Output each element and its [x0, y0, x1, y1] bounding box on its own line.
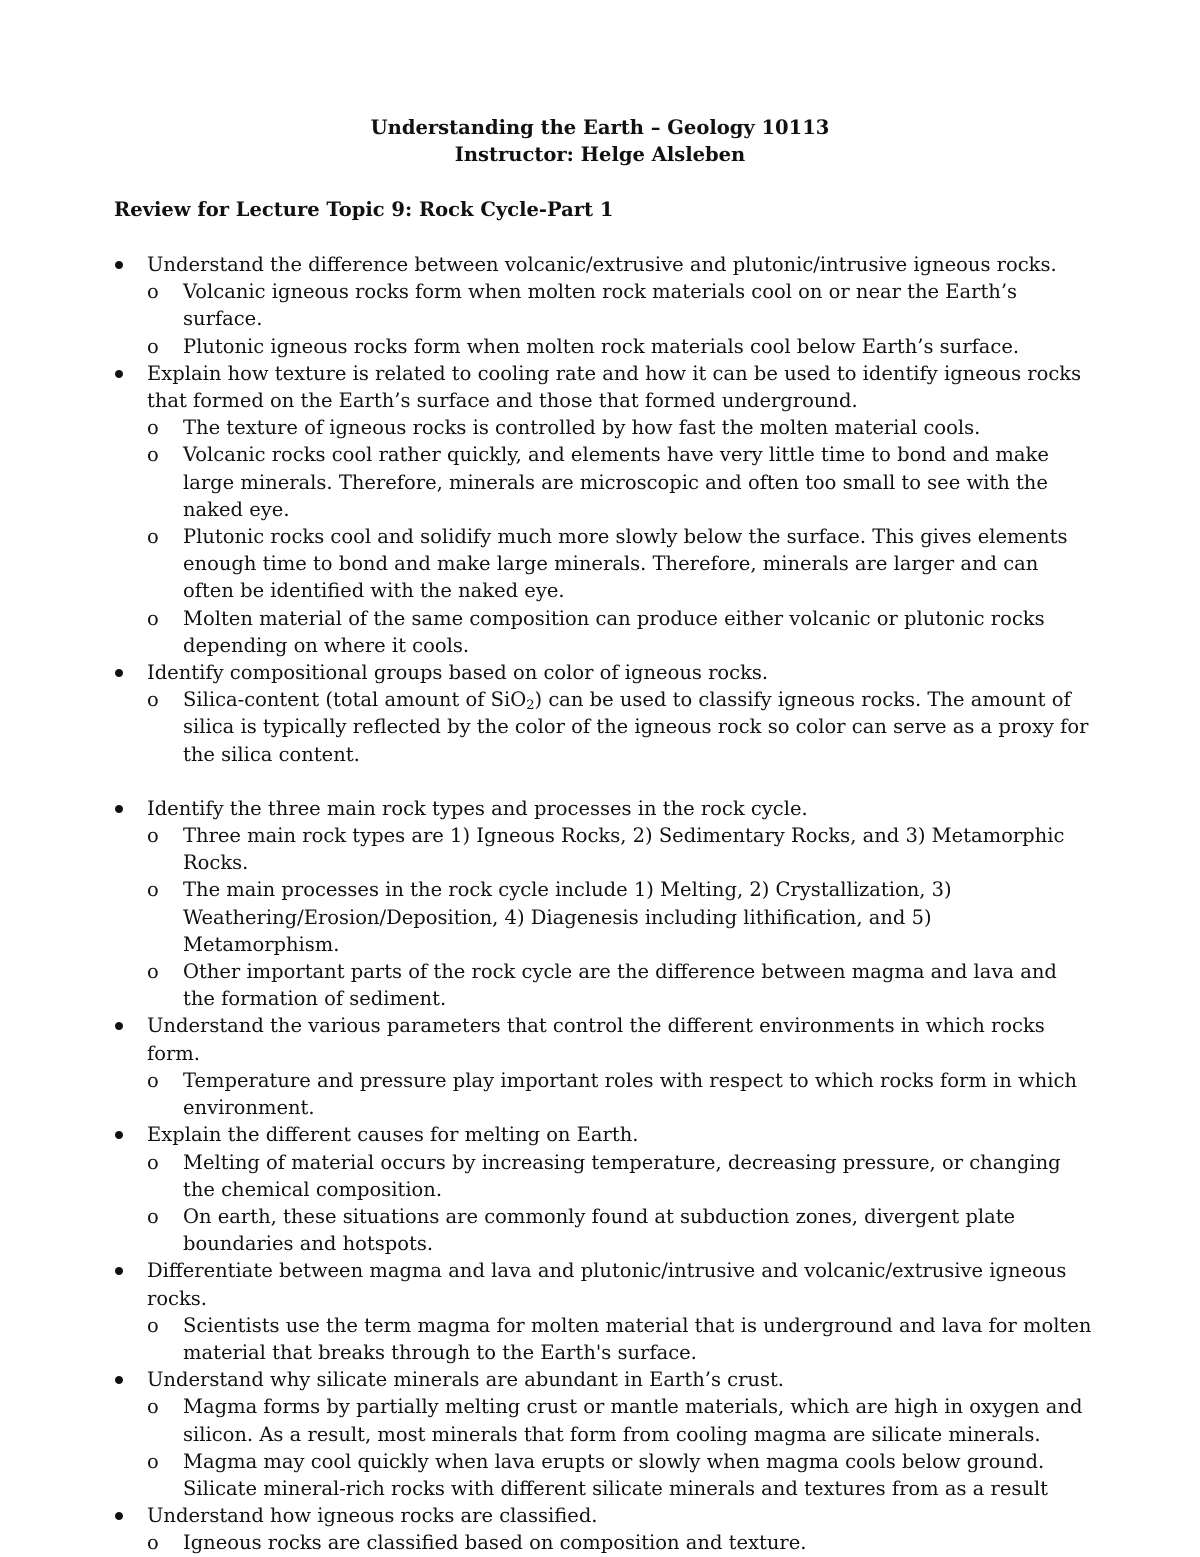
sub-bullet-list — [147, 822, 1094, 1012]
list-item — [114, 1121, 1094, 1257]
bullet-icon — [115, 1022, 123, 1030]
sub-list-item — [147, 822, 1094, 876]
bullet-icon — [115, 1512, 123, 1520]
sub-bullet-list — [147, 686, 1094, 768]
sub-list-item — [147, 1149, 1094, 1203]
list-item — [114, 1257, 1094, 1366]
sub-list-item-text: Plutonic igneous rocks form when molten rock materials cool below Earth’s surface. — [183, 334, 1020, 358]
sub-bullet-list — [147, 1067, 1094, 1121]
bullet-icon — [115, 669, 123, 677]
sub-list-item — [147, 686, 1094, 768]
sub-list-item — [147, 1529, 1094, 1556]
list-item-text: Explain how texture is related to cooling rate and how it can be used to identify igneous rocks that formed on the Earth’s surface and those that formed underground. — [147, 361, 1082, 413]
circle-bullet-icon: o — [147, 960, 159, 984]
sub-list-item — [147, 414, 1094, 441]
sub-list-item — [147, 523, 1094, 605]
main-bullet-list — [114, 251, 1094, 1557]
sub-list-item — [147, 876, 1094, 958]
circle-bullet-icon: o — [147, 443, 159, 467]
sub-list-item-text: Melting of material occurs by increasing temperature, decreasing pressure, or changing the chemical composition. — [183, 1150, 1061, 1201]
bullet-icon — [115, 370, 123, 378]
sub-list-item-text: Three main rock types are 1) Igneous Rocks, 2) Sedimentary Rocks, and 3) Metamorphic Rocks. — [183, 824, 1065, 875]
list-item-text: Explain the different causes for melting on Earth. — [147, 1123, 639, 1147]
sub-list-item-text: Molten material of the same composition can produce either volcanic or plutonic rocks depending on where it cools. — [183, 606, 1045, 657]
sub-list-item-text: On earth, these situations are commonly found at subduction zones, divergent plate boundaries and hotspots. — [183, 1204, 1016, 1256]
sub-list-item-text: The main processes in the rock cycle include 1) Melting, 2) Crystallization, 3) Weathering/Erosion/Deposition, 4) Diagenesis including lithification, and 5) Metamorphism. — [183, 878, 952, 956]
circle-bullet-icon: o — [147, 416, 159, 440]
bullet-icon — [115, 261, 123, 269]
list-item-text: Identify compositional groups based on color of igneous rocks. — [147, 661, 769, 685]
sub-bullet-list — [147, 278, 1094, 360]
bullet-icon — [115, 805, 123, 813]
list-item-text: Understand how igneous rocks are classified. — [147, 1504, 598, 1528]
list-item — [114, 251, 1094, 360]
sub-list-item — [147, 605, 1094, 659]
circle-bullet-icon: o — [147, 280, 159, 304]
sub-list-item — [147, 1448, 1094, 1502]
list-item-text: Differentiate between magma and lava and plutonic/intrusive and volcanic/extrusive igneous rocks. — [147, 1259, 1067, 1310]
list-item — [114, 659, 1094, 795]
document-header — [0, 114, 1200, 168]
sub-bullet-list — [147, 1529, 1094, 1556]
sub-list-item — [147, 1393, 1094, 1447]
list-item-text: Identify the three main rock types and processes in the rock cycle. — [147, 796, 808, 820]
sub-list-item-text: Plutonic rocks cool and solidify much more slowly below the surface. This gives elements enough time to bond and make large minerals. Therefore, minerals are larger and can often be identified with the naked eye. — [183, 525, 1068, 603]
circle-bullet-icon: o — [147, 878, 159, 902]
circle-bullet-icon: o — [147, 1150, 159, 1174]
sub-list-item-text: Magma forms by partially melting crust or mantle materials, which are high in oxygen and silicon. As a result, most minerals that form from cooling magma are silicate minerals. — [183, 1395, 1083, 1446]
instructor-line: Instructor: Helge Alsleben — [454, 143, 746, 166]
sub-list-item — [147, 958, 1094, 1012]
review-content — [114, 251, 1094, 1557]
circle-bullet-icon: o — [147, 1531, 159, 1555]
sub-list-item — [147, 278, 1094, 332]
circle-bullet-icon: o — [147, 606, 159, 630]
list-item — [114, 795, 1094, 1013]
list-item-text: Understand the various parameters that control the different environments in which rocks form. — [147, 1014, 1045, 1065]
list-item — [114, 1502, 1094, 1556]
course-title: Understanding the Earth – Geology 10113 — [370, 116, 830, 139]
bullet-icon — [115, 1267, 123, 1275]
blank-line — [147, 768, 1094, 795]
list-item-text: Understand the difference between volcanic/extrusive and plutonic/intrusive igneous rocks. — [147, 253, 1057, 276]
sub-list-item-text: Volcanic igneous rocks form when molten rock materials cool on or near the Earth’s surface. — [183, 280, 1018, 331]
sub-list-item-text: Magma may cool quickly when lava erupts or slowly when magma cools below ground. Silicate mineral-rich rocks with different silicate minerals and textures from as a result — [183, 1449, 1048, 1500]
sub-list-item-text: Temperature and pressure play important roles with respect to which rocks form in which environment. — [183, 1068, 1077, 1120]
circle-bullet-icon: o — [147, 1313, 159, 1337]
list-item — [114, 1012, 1094, 1121]
sub-list-item — [147, 1203, 1094, 1257]
sub-bullet-list — [147, 414, 1094, 659]
silica-subscript: 2 — [526, 698, 535, 714]
circle-bullet-icon: o — [147, 1449, 159, 1473]
circle-bullet-icon: o — [147, 334, 159, 358]
review-heading: Review for Lecture Topic 9: Rock Cycle-Part 1 — [114, 198, 614, 221]
sub-list-item-text: Volcanic rocks cool rather quickly, and elements have very little time to bond and make large minerals. Therefore, minerals are microscopic and often too small to see with the naked eye. — [183, 443, 1049, 521]
sub-list-item-text: Scientists use the term magma for molten material that is underground and lava for molten material that breaks through to the Earth's surface. — [183, 1313, 1092, 1364]
list-item-text: Understand why silicate minerals are abundant in Earth’s crust. — [147, 1368, 784, 1392]
sub-list-item — [147, 1312, 1094, 1366]
list-item — [114, 360, 1094, 659]
sub-list-item-text: Igneous rocks are classified based on composition and texture. — [183, 1531, 807, 1555]
circle-bullet-icon: o — [147, 824, 159, 848]
bullet-icon — [115, 1131, 123, 1139]
circle-bullet-icon: o — [147, 688, 159, 712]
silica-text-after: ) can be used to classify igneous rocks. The amount of silica is typically reflected by the color of the igneous rock so color can serve as a proxy for the silica content. — [183, 688, 1089, 766]
sub-list-item-text: Other important parts of the rock cycle are the difference between magma and lava and the formation of sediment. — [183, 960, 1057, 1011]
bullet-icon — [115, 1376, 123, 1384]
list-item — [114, 1366, 1094, 1502]
circle-bullet-icon: o — [147, 525, 159, 549]
sub-list-item-text: The texture of igneous rocks is controlled by how fast the molten material cools. — [183, 416, 981, 440]
sub-bullet-list — [147, 1312, 1094, 1366]
circle-bullet-icon: o — [147, 1068, 159, 1092]
sub-list-item — [147, 333, 1094, 360]
sub-bullet-list — [147, 1149, 1094, 1258]
silica-text-before: Silica-content (total amount of SiO — [183, 688, 527, 712]
sub-bullet-list — [147, 1393, 1094, 1502]
circle-bullet-icon: o — [147, 1395, 159, 1419]
sub-list-item — [147, 441, 1094, 523]
circle-bullet-icon: o — [147, 1204, 159, 1228]
sub-list-item — [147, 1067, 1094, 1121]
